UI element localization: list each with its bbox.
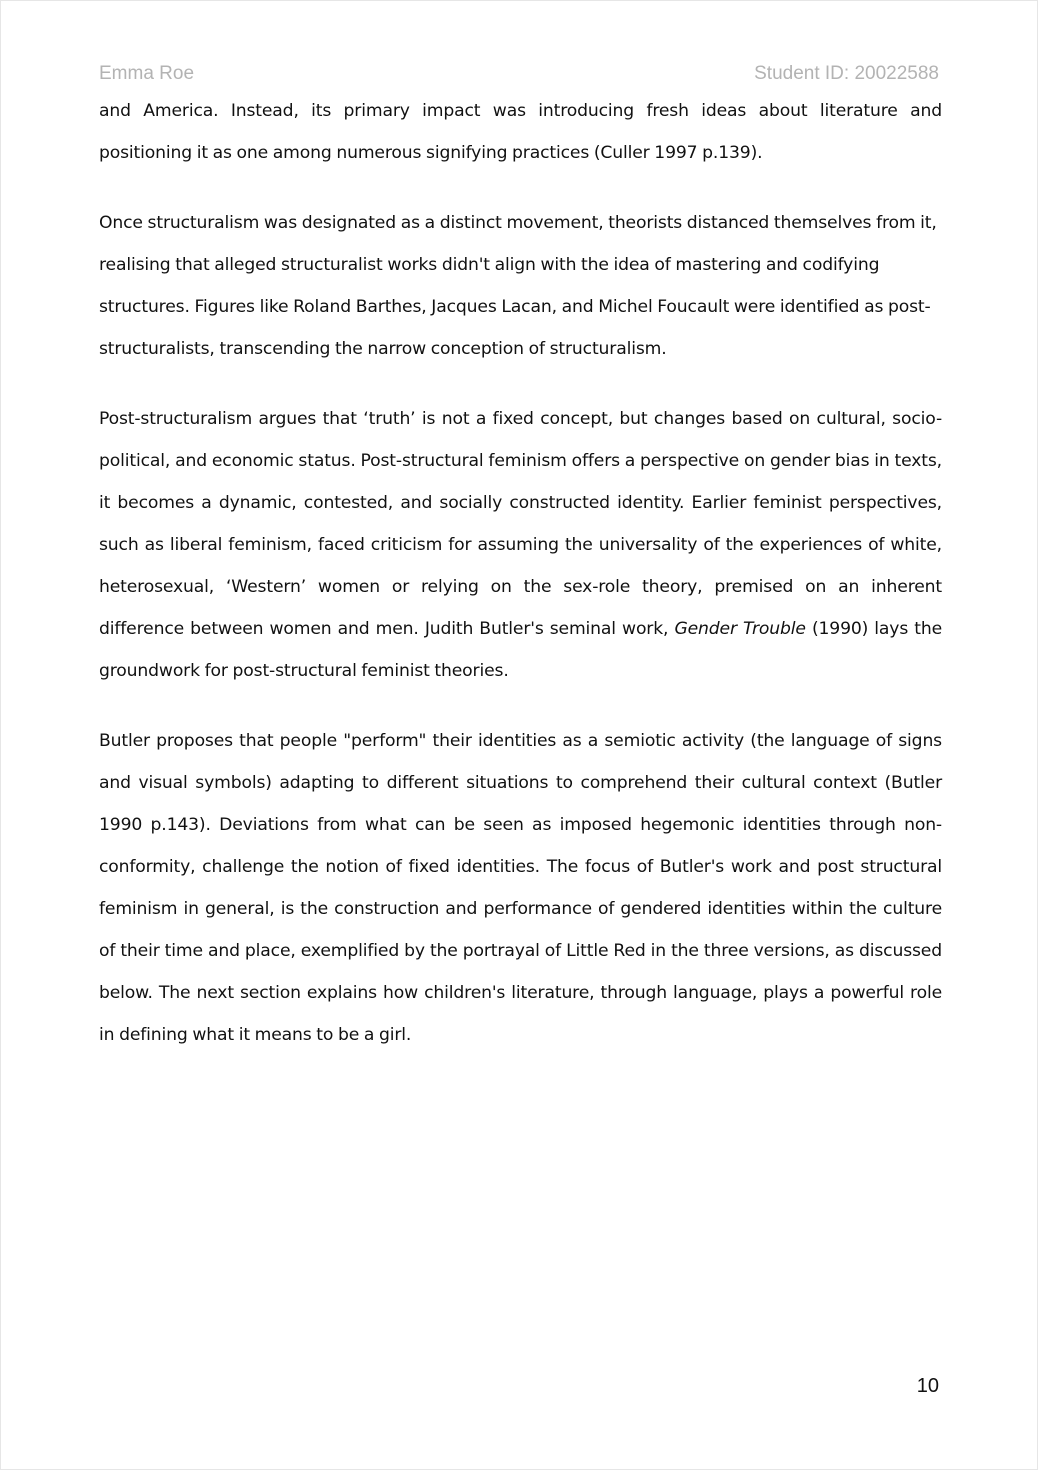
page-number: 10 bbox=[916, 1375, 939, 1397]
header-student-id: Student ID: 20022588 bbox=[754, 63, 939, 84]
page-header bbox=[99, 63, 939, 89]
paragraph-4: Butler proposes that people "perform" their identities as a semiotic activity (the language of signs and visual symbols) adapting to different situations to comprehend their cultural context (Butler 1990 p.143). Deviations from what can be seen as imposed hegemonic identities through non-conformity, challenge the notion of fixed identities. The focus of Butler's work and post structural feminism in general, is the construction and performance of gendered identities within the culture of their time and place, exemplified by the portrayal of Little Red in the three versions, as discussed below. The next section explains how children's literature, through language, plays a powerful role in defining what it means to be a girl. bbox=[99, 731, 942, 1045]
paragraph-3-text-after: (1990) lays the groundwork for post-structural feminist theories. bbox=[99, 619, 942, 681]
paragraph-3 bbox=[99, 398, 942, 692]
paragraph-2: Once structuralism was designated as a distinct movement, theorists distanced themselves from it, realising that alleged structuralist works didn't align with the idea of mastering and codifying structures. Figures like Roland Barthes, Jacques Lacan, and Michel Foucault were identified as post-structuralists, transcending the narrow conception of structuralism. bbox=[99, 213, 937, 359]
paragraph-3-text-before: Post-structuralism argues that ‘truth’ is not a fixed concept, but changes based on cultural, socio-political, and economic status. Post-structural feminism offers a perspective on gender bias in texts, it becomes a dynamic, contested, and socially constructed identity. Earlier feminist perspectives, such as liberal feminism, faced criticism for assuming the universality of the experiences of white, heterosexual, ‘Western’ women or relying on the sex-role theory, premised on an inherent difference between women and men. Judith Butler's seminal work, bbox=[99, 409, 942, 639]
body-text bbox=[99, 90, 942, 1084]
paragraph-1: and America. Instead, its primary impact was introducing fresh ideas about literature and positioning it as one among numerous signifying practices (Culler 1997 p.139). bbox=[99, 101, 942, 163]
book-title-gender-trouble: Gender Trouble bbox=[674, 619, 806, 639]
header-author: Emma Roe bbox=[99, 63, 195, 84]
